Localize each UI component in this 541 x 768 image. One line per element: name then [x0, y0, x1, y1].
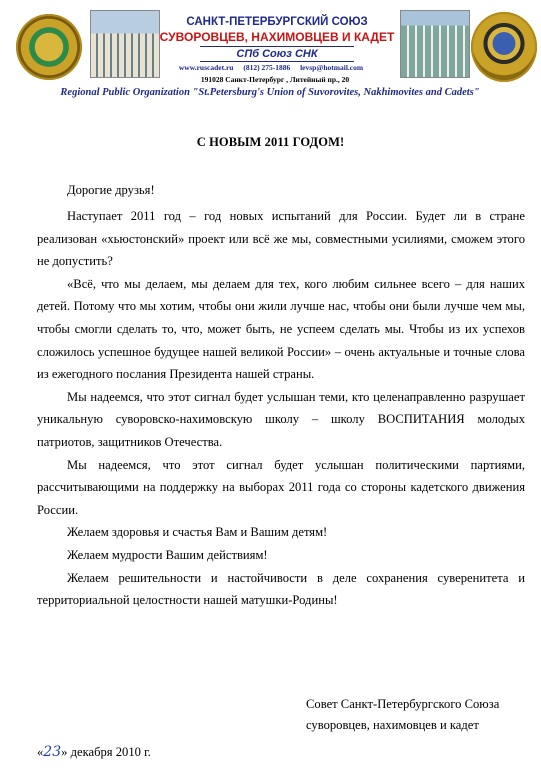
paragraph: Желаем мудрости Вашим действиям! [67, 547, 268, 562]
website-link[interactable]: www.ruscadet.ru [178, 63, 234, 72]
cadet-badge-icon [471, 12, 537, 82]
paragraph: Наступает 2011 год – год новых испытаний для России. Будет ли в стране реализован «хьюстонский» проект или всё же мы, совместными усилиями, сможем этого не допустить? [37, 209, 525, 269]
letterhead [0, 0, 541, 110]
paragraph: Мы надеемся, что этот сигнал будет услышан политическими партиями, рассчитывающими на поддержку на выборах 2011 года со стороны кадетского движения России. [37, 457, 525, 517]
letter-title: С НОВЫМ 2011 ГОДОМ! [196, 135, 345, 149]
union-emblem-icon [16, 14, 82, 80]
letter-body [37, 205, 525, 612]
paragraph: Желаем решительности и настойчивости в деле сохранения суверенитета и территориальной целостности нашей матушки-Родины! [37, 570, 525, 608]
date-day-handwritten: 23 [43, 744, 62, 760]
paragraph: Желаем здоровья и счастья Вам и Вашим детям! [67, 525, 328, 540]
paragraph: «Всё, что мы делаем, мы делаем для тех, кого любим сильнее всего – для наших детей. Потому что мы хотим, чтобы они жили лучше нас, чтобы они были лучше чем мы, чтобы смогли сделать то, что, может быть, не успеем сделать мы. Чтобы из их успехов сложилось успешное будущее нашей великой России» – очень актуальные и точные слова из ежегодного послания Президента нашей страны. [37, 276, 525, 382]
date-open-quote: « [37, 745, 44, 759]
building-photo-right [400, 10, 470, 78]
email-link[interactable]: levsp@hotmail.com [300, 63, 364, 72]
phone-number: (812) 275-1886 [243, 63, 291, 72]
date-rest: » декабря 2010 г. [61, 745, 151, 759]
signature-line2: суворовцев, нахимовцев и кадет [306, 718, 479, 732]
org-name-line2: СУВОРОВЦЕВ, НАХИМОВЦЕВ И КАДЕТ [159, 30, 395, 44]
org-name-line1: САНКТ-ПЕТЕРБУРГСКИЙ СОЮЗ [186, 16, 368, 28]
letter-date [37, 744, 151, 760]
org-short-name: СПб Союз СНК [200, 46, 354, 62]
paragraph: Мы надеемся, что этот сигнал будет услышан теми, кто целенаправленно разрушает уникальную суворовско-нахимовскую школу – школу ВОСПИТАНИЯ молодых патриотов, защитников Отечества. [37, 389, 525, 449]
greeting: Дорогие друзья! [67, 183, 155, 197]
signature-line1: Совет Санкт-Петербургского Союза [306, 697, 500, 711]
contact-line [140, 63, 402, 72]
postal-address: 191028 Санкт-Петербург , Литейный пр., 20 [200, 75, 350, 84]
signature-block [306, 694, 499, 736]
regional-org-name: Regional Public Organization "St.Petersburg's Union of Suvorovites, Nakhimovites and Cadets" [60, 87, 480, 98]
